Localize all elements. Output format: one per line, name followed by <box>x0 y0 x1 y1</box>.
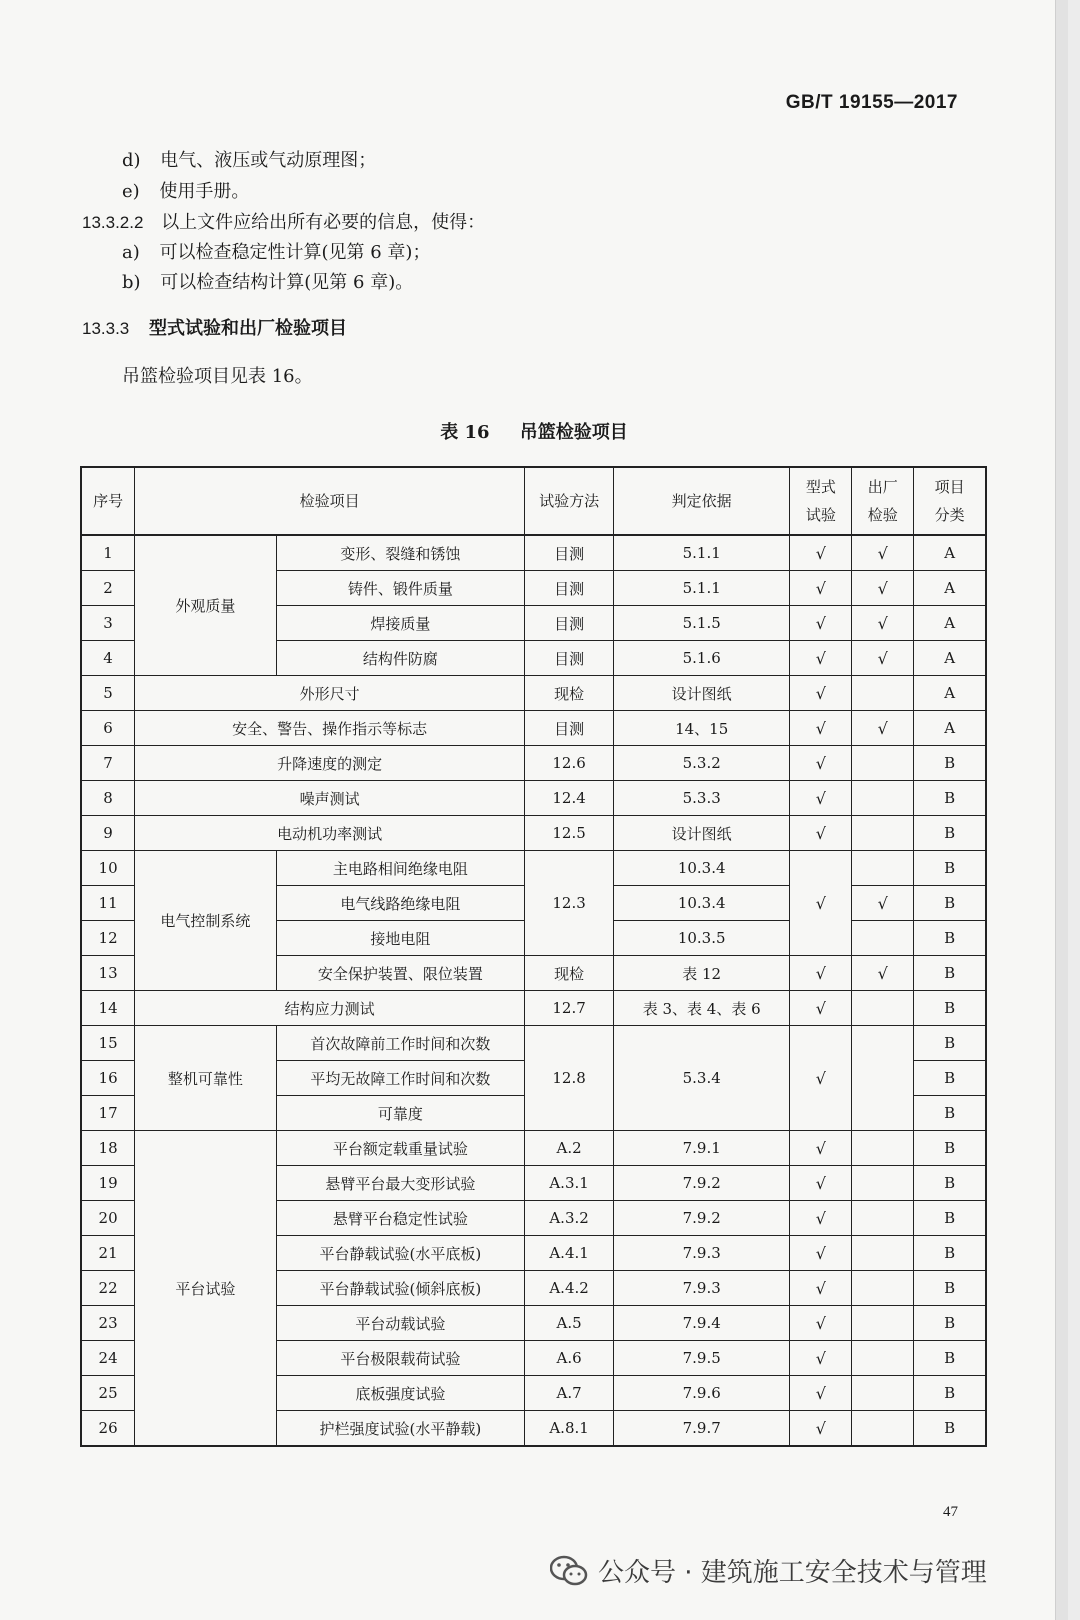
check-mark: √ <box>790 851 852 956</box>
header-type-test: 型式 试验 <box>790 467 852 535</box>
cell-class: B <box>914 1131 986 1166</box>
cell-empty <box>852 816 914 851</box>
cell-basis: 7.9.2 <box>613 1166 789 1201</box>
cell-method: A.3.2 <box>525 1201 614 1236</box>
cell-seq: 12 <box>81 921 135 956</box>
table-row <box>81 816 986 851</box>
cell-class: A <box>914 711 986 746</box>
check-mark: √ <box>790 1236 852 1271</box>
table-row <box>81 1026 986 1061</box>
cell-basis: 7.9.7 <box>613 1411 789 1447</box>
cell-seq: 20 <box>81 1201 135 1236</box>
cell-seq: 8 <box>81 781 135 816</box>
cell-item: 变形、裂缝和锈蚀 <box>276 535 525 571</box>
cell-seq: 4 <box>81 641 135 676</box>
cell-method: A.4.2 <box>525 1271 614 1306</box>
cell-class: B <box>914 1341 986 1376</box>
cell-seq: 7 <box>81 746 135 781</box>
list-item-a <box>122 238 430 264</box>
check-mark: √ <box>790 1411 852 1447</box>
cell-item: 安全、警告、操作指示等标志 <box>135 711 525 746</box>
cell-item: 电气线路绝缘电阻 <box>276 886 525 921</box>
check-mark: √ <box>790 535 852 571</box>
check-mark: √ <box>790 1026 852 1131</box>
cell-basis: 5.3.2 <box>613 746 789 781</box>
cell-seq: 1 <box>81 535 135 571</box>
table-caption-title: 吊篮检验项目 <box>519 422 628 443</box>
cell-seq: 15 <box>81 1026 135 1061</box>
clause-number: 13.3.2.2 <box>82 213 144 232</box>
cell-seq: 19 <box>81 1166 135 1201</box>
cell-seq: 9 <box>81 816 135 851</box>
cell-empty <box>852 921 914 956</box>
intro-paragraph: 吊篮检验项目见表 16。 <box>122 366 313 387</box>
cell-seq: 17 <box>81 1096 135 1131</box>
cell-item: 悬臂平台稳定性试验 <box>276 1201 525 1236</box>
cell-class: B <box>914 886 986 921</box>
table-header-row <box>81 467 986 535</box>
cell-method: 目测 <box>525 535 614 571</box>
list-item-e <box>122 177 249 203</box>
cell-basis: 5.3.3 <box>613 781 789 816</box>
scan-edge <box>1055 0 1068 1620</box>
cell-class: B <box>914 1411 986 1447</box>
table-row <box>81 991 986 1026</box>
cell-class: B <box>914 816 986 851</box>
cell-seq: 5 <box>81 676 135 711</box>
cell-empty <box>852 1306 914 1341</box>
cell-basis: 5.1.1 <box>613 571 789 606</box>
cell-method: 目测 <box>525 571 614 606</box>
check-mark: √ <box>852 606 914 641</box>
cell-seq: 25 <box>81 1376 135 1411</box>
check-mark: √ <box>790 1271 852 1306</box>
cell-basis: 7.9.1 <box>613 1131 789 1166</box>
cell-seq: 2 <box>81 571 135 606</box>
cell-class: A <box>914 606 986 641</box>
cell-basis: 设计图纸 <box>613 676 789 711</box>
cell-empty <box>852 1201 914 1236</box>
cell-class: B <box>914 1271 986 1306</box>
cell-seq: 3 <box>81 606 135 641</box>
cell-basis: 7.9.4 <box>613 1306 789 1341</box>
list-label: e) <box>122 181 140 202</box>
cell-item: 升降速度的测定 <box>135 746 525 781</box>
cell-seq: 13 <box>81 956 135 991</box>
cell-class: B <box>914 1166 986 1201</box>
cell-seq: 24 <box>81 1341 135 1376</box>
cell-method: A.7 <box>525 1376 614 1411</box>
cell-item: 焊接质量 <box>276 606 525 641</box>
check-mark: √ <box>790 816 852 851</box>
cell-item: 外形尺寸 <box>135 676 525 711</box>
check-mark: √ <box>790 1201 852 1236</box>
cell-method: 现检 <box>525 956 614 991</box>
cell-item: 接地电阻 <box>276 921 525 956</box>
cell-empty <box>852 1026 914 1131</box>
standard-code: GB/T 19155—2017 <box>785 92 958 113</box>
group-platform: 平台试验 <box>135 1131 276 1447</box>
cell-class: B <box>914 921 986 956</box>
cell-empty <box>852 676 914 711</box>
group-reliability: 整机可靠性 <box>135 1026 276 1131</box>
watermark-text: 公众号 · 建筑施工安全技术与管理 <box>598 1558 987 1588</box>
table-row <box>81 1131 986 1166</box>
cell-class: B <box>914 746 986 781</box>
cell-item: 电动机功率测试 <box>135 816 525 851</box>
cell-seq: 21 <box>81 1236 135 1271</box>
cell-basis: 7.9.5 <box>613 1341 789 1376</box>
clause-title: 型式试验和出厂检验项目 <box>149 318 347 339</box>
cell-basis: 7.9.3 <box>613 1271 789 1306</box>
cell-class: A <box>914 535 986 571</box>
cell-method: 目测 <box>525 711 614 746</box>
cell-class: B <box>914 1306 986 1341</box>
table-row <box>81 851 986 886</box>
check-mark: √ <box>790 571 852 606</box>
cell-basis: 表 12 <box>613 956 789 991</box>
cell-basis: 7.9.3 <box>613 1236 789 1271</box>
watermark <box>550 1552 987 1589</box>
cell-item: 护栏强度试验(水平静载) <box>276 1411 525 1447</box>
check-mark: √ <box>852 535 914 571</box>
cell-method: 12.5 <box>525 816 614 851</box>
cell-basis: 5.1.5 <box>613 606 789 641</box>
cell-item: 主电路相间绝缘电阻 <box>276 851 525 886</box>
cell-basis: 14、15 <box>613 711 789 746</box>
table-row <box>81 676 986 711</box>
cell-method: 12.7 <box>525 991 614 1026</box>
cell-basis: 5.1.1 <box>613 535 789 571</box>
cell-method: A.3.1 <box>525 1166 614 1201</box>
cell-method: 12.6 <box>525 746 614 781</box>
group-electrical: 电气控制系统 <box>135 851 276 991</box>
cell-class: B <box>914 1201 986 1236</box>
cell-method: A.2 <box>525 1131 614 1166</box>
table-caption <box>0 418 1068 444</box>
table-row <box>81 535 986 571</box>
cell-empty <box>852 746 914 781</box>
cell-basis: 10.3.4 <box>613 851 789 886</box>
cell-basis: 10.3.5 <box>613 921 789 956</box>
check-mark: √ <box>790 1376 852 1411</box>
cell-class: A <box>914 641 986 676</box>
cell-basis: 7.9.2 <box>613 1201 789 1236</box>
cell-item: 铸件、锻件质量 <box>276 571 525 606</box>
list-text: 可以检查稳定性计算(见第 6 章)； <box>159 242 431 263</box>
cell-empty <box>852 991 914 1026</box>
cell-class: B <box>914 956 986 991</box>
check-mark: √ <box>790 1306 852 1341</box>
check-mark: √ <box>790 991 852 1026</box>
cell-item: 悬臂平台最大变形试验 <box>276 1166 525 1201</box>
cell-empty <box>852 1341 914 1376</box>
cell-empty <box>852 1271 914 1306</box>
cell-empty <box>852 851 914 886</box>
table-row <box>81 781 986 816</box>
check-mark: √ <box>852 956 914 991</box>
list-label: b) <box>122 272 141 293</box>
cell-class: A <box>914 676 986 711</box>
cell-seq: 26 <box>81 1411 135 1447</box>
cell-method: A.8.1 <box>525 1411 614 1447</box>
header-factory-inspection: 出厂 检验 <box>852 467 914 535</box>
inspection-table <box>80 466 987 1447</box>
cell-class: B <box>914 851 986 886</box>
group-appearance: 外观质量 <box>135 535 276 676</box>
clause-number: 13.3.3 <box>82 319 130 338</box>
cell-item: 结构应力测试 <box>135 991 525 1026</box>
cell-item: 平台额定载重量试验 <box>276 1131 525 1166</box>
cell-item: 结构件防腐 <box>276 641 525 676</box>
cell-empty <box>852 1376 914 1411</box>
cell-class: B <box>914 781 986 816</box>
cell-basis: 10.3.4 <box>613 886 789 921</box>
cell-item: 噪声测试 <box>135 781 525 816</box>
clause-13-3-3 <box>82 314 347 340</box>
cell-seq: 11 <box>81 886 135 921</box>
list-label: a) <box>122 242 140 263</box>
check-mark: √ <box>790 781 852 816</box>
cell-class: B <box>914 1376 986 1411</box>
page-number: 47 <box>943 1504 958 1520</box>
cell-seq: 6 <box>81 711 135 746</box>
clause-text: 以上文件应给出所有必要的信息，使得： <box>161 212 486 233</box>
check-mark: √ <box>790 1131 852 1166</box>
header-item: 检验项目 <box>135 467 525 535</box>
check-mark: √ <box>790 641 852 676</box>
cell-item: 平台静载试验(水平底板) <box>276 1236 525 1271</box>
cell-seq: 14 <box>81 991 135 1026</box>
check-mark: √ <box>790 1166 852 1201</box>
cell-basis: 5.3.4 <box>613 1026 789 1131</box>
check-mark: √ <box>852 641 914 676</box>
header-method: 试验方法 <box>525 467 614 535</box>
cell-method: A.5 <box>525 1306 614 1341</box>
cell-class: B <box>914 991 986 1026</box>
list-item-d <box>122 146 376 172</box>
check-mark: √ <box>790 711 852 746</box>
cell-item: 首次故障前工作时间和次数 <box>276 1026 525 1061</box>
cell-item: 可靠度 <box>276 1096 525 1131</box>
cell-empty <box>852 1131 914 1166</box>
cell-empty <box>852 1411 914 1447</box>
cell-class: B <box>914 1236 986 1271</box>
wechat-icon <box>550 1555 588 1587</box>
cell-class: B <box>914 1061 986 1096</box>
list-text: 可以检查结构计算(见第 6 章)。 <box>160 272 414 293</box>
cell-class: B <box>914 1096 986 1131</box>
cell-method: A.4.1 <box>525 1236 614 1271</box>
cell-seq: 16 <box>81 1061 135 1096</box>
cell-item: 底板强度试验 <box>276 1376 525 1411</box>
list-item-b <box>122 268 413 294</box>
cell-item: 平台动载试验 <box>276 1306 525 1341</box>
table-row <box>81 711 986 746</box>
cell-item: 平均无故障工作时间和次数 <box>276 1061 525 1096</box>
table-caption-number: 表 16 <box>440 422 490 443</box>
cell-item: 安全保护装置、限位装置 <box>276 956 525 991</box>
cell-basis: 设计图纸 <box>613 816 789 851</box>
clause-13-3-2-2 <box>82 208 485 234</box>
cell-method: 现检 <box>525 676 614 711</box>
check-mark: √ <box>852 886 914 921</box>
cell-method: A.6 <box>525 1341 614 1376</box>
check-mark: √ <box>790 606 852 641</box>
cell-seq: 18 <box>81 1131 135 1166</box>
cell-method: 12.4 <box>525 781 614 816</box>
list-text: 电气、液压或气动原理图； <box>160 150 377 171</box>
cell-empty <box>852 781 914 816</box>
check-mark: √ <box>790 746 852 781</box>
cell-empty <box>852 1236 914 1271</box>
header-classification: 项目 分类 <box>914 467 986 535</box>
cell-class: A <box>914 571 986 606</box>
cell-seq: 10 <box>81 851 135 886</box>
cell-method: 12.8 <box>525 1026 614 1131</box>
header-basis: 判定依据 <box>613 467 789 535</box>
list-text: 使用手册。 <box>159 181 250 202</box>
check-mark: √ <box>852 571 914 606</box>
cell-basis: 7.9.6 <box>613 1376 789 1411</box>
check-mark: √ <box>790 1341 852 1376</box>
cell-empty <box>852 1166 914 1201</box>
cell-class: B <box>914 1026 986 1061</box>
cell-method: 12.3 <box>525 851 614 956</box>
check-mark: √ <box>790 676 852 711</box>
table-row <box>81 746 986 781</box>
cell-basis: 表 3、表 4、表 6 <box>613 991 789 1026</box>
header-seq: 序号 <box>81 467 135 535</box>
cell-seq: 23 <box>81 1306 135 1341</box>
cell-method: 目测 <box>525 606 614 641</box>
check-mark: √ <box>790 956 852 991</box>
cell-method: 目测 <box>525 641 614 676</box>
cell-basis: 5.1.6 <box>613 641 789 676</box>
list-label: d) <box>122 150 141 171</box>
cell-seq: 22 <box>81 1271 135 1306</box>
cell-item: 平台极限载荷试验 <box>276 1341 525 1376</box>
cell-item: 平台静载试验(倾斜底板) <box>276 1271 525 1306</box>
check-mark: √ <box>852 711 914 746</box>
